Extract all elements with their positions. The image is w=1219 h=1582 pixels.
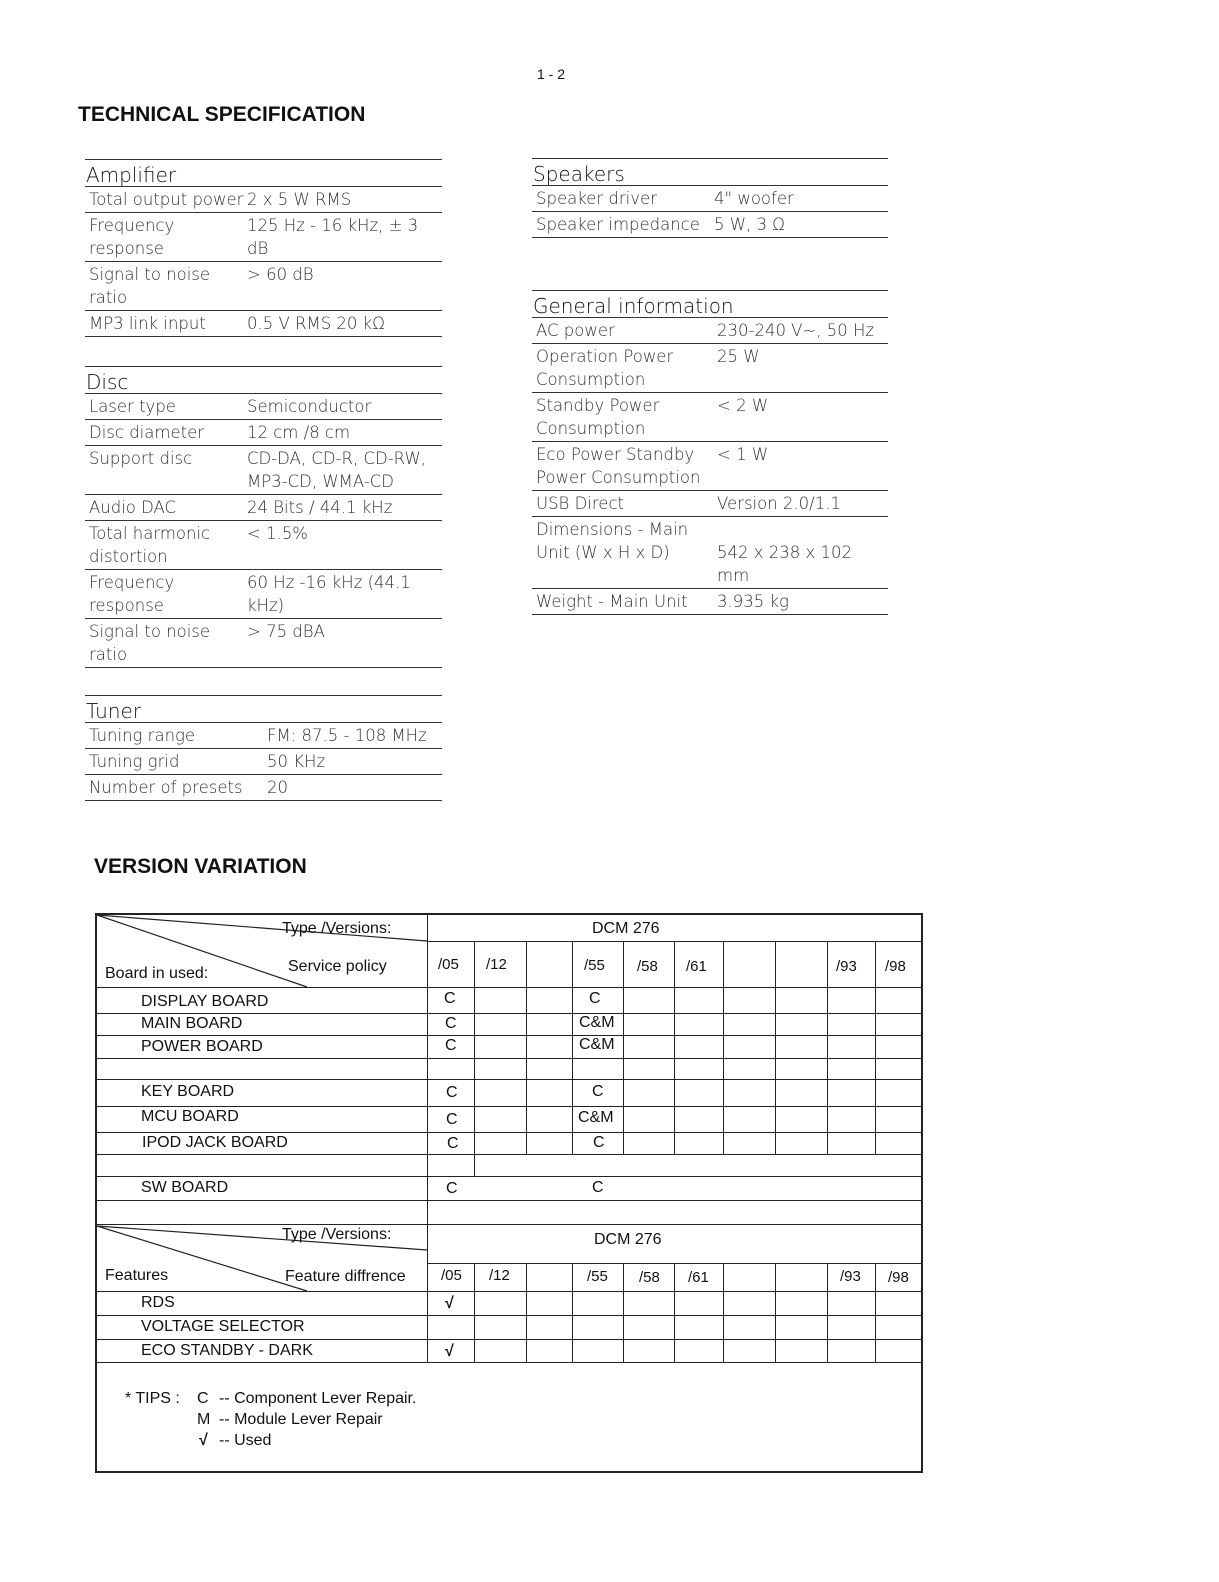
board-05: C xyxy=(446,1111,458,1128)
disc-table xyxy=(85,366,442,668)
model-label-2: DCM 276 xyxy=(594,1231,662,1248)
board-05: C xyxy=(445,1037,457,1054)
board-05: C xyxy=(447,1135,459,1152)
board-05: C xyxy=(446,1084,458,1101)
page-title: TECHNICAL SPECIFICATION xyxy=(78,103,366,126)
service-policy-label: Service policy xyxy=(288,958,387,975)
spec-row: Signal to noise ratio > 60 dB xyxy=(85,262,442,311)
spec-row: Signal to noise ratio > 75 dBA xyxy=(85,619,442,668)
version-12: /12 xyxy=(489,1267,510,1284)
feature-05: √ xyxy=(445,1343,454,1360)
spec-row: Eco Power Standby Power Consumption < 1 W xyxy=(532,442,888,491)
board-05: C xyxy=(445,1015,457,1032)
version-variation-title: VERSION VARIATION xyxy=(94,855,307,878)
spec-row: Speaker impedance 5 W, 3 Ω xyxy=(532,212,888,238)
spec-row: Standby Power Consumption < 2 W xyxy=(532,393,888,442)
spec-row: USB Direct Version 2.0/1.1 xyxy=(532,491,888,517)
spec-row: Support disc CD-DA, CD-R, CD-RW, MP3-CD, WMA-CD xyxy=(85,446,442,495)
version-05: /05 xyxy=(441,1267,462,1284)
version-61: /61 xyxy=(686,958,707,975)
page-number: 1 - 2 xyxy=(537,66,566,82)
tuner-title: Tuner xyxy=(85,695,442,723)
board-55: C&M xyxy=(579,1036,615,1053)
feature-name: VOLTAGE SELECTOR xyxy=(141,1318,305,1335)
amplifier-table xyxy=(85,159,442,337)
tip-text: -- Module Lever Repair xyxy=(219,1411,383,1428)
board-55: C xyxy=(592,1083,604,1100)
board-55: C xyxy=(593,1134,605,1151)
board-name: MAIN BOARD xyxy=(141,1015,243,1032)
version-12: /12 xyxy=(486,956,507,973)
speakers-table xyxy=(532,158,888,238)
version-05: /05 xyxy=(438,956,459,973)
tip-text: -- Component Lever Repair. xyxy=(219,1390,417,1407)
board-name: SW BOARD xyxy=(141,1179,229,1196)
feature-05: √ xyxy=(445,1295,454,1312)
board-name: MCU BOARD xyxy=(141,1108,239,1125)
version-55: /55 xyxy=(584,957,605,974)
board-55: C&M xyxy=(579,1014,615,1031)
general-title: General information xyxy=(532,290,888,318)
version-58: /58 xyxy=(639,1269,660,1286)
type-versions-label-2: Type /Versions: xyxy=(282,1226,392,1243)
spec-row: Audio DAC 24 Bits / 44.1 kHz xyxy=(85,495,442,521)
version-93: /93 xyxy=(836,958,857,975)
disc-title: Disc xyxy=(85,366,442,394)
board-in-used-label: Board in used: xyxy=(105,965,209,982)
spec-row: Frequency response 60 Hz -16 kHz (44.1 kHz) xyxy=(85,570,442,619)
board-name: KEY BOARD xyxy=(141,1083,235,1100)
spec-row: AC power 230-240 V~, 50 Hz xyxy=(532,318,888,344)
board-55: C xyxy=(592,1179,604,1196)
board-name: IPOD JACK BOARD xyxy=(142,1134,288,1151)
features-label: Features xyxy=(105,1267,169,1284)
spec-row: Operation Power Consumption 25 W xyxy=(532,344,888,393)
board-55: C&M xyxy=(578,1109,614,1126)
tip-symbol: M xyxy=(197,1411,211,1428)
version-98: /98 xyxy=(885,958,906,975)
feature-name: ECO STANDBY - DARK xyxy=(141,1342,313,1359)
spec-row: Total output power 2 x 5 W RMS xyxy=(85,187,442,213)
board-05: C xyxy=(446,1180,458,1197)
version-98: /98 xyxy=(888,1269,909,1286)
spec-row: MP3 link input 0.5 V RMS 20 kΩ xyxy=(85,311,442,337)
model-label: DCM 276 xyxy=(592,920,660,937)
feature-name: RDS xyxy=(141,1294,175,1311)
speakers-title: Speakers xyxy=(532,158,888,186)
tip-symbol: √ xyxy=(199,1432,208,1449)
spec-row: Speaker driver 4" woofer xyxy=(532,186,888,212)
amplifier-title: Amplifier xyxy=(85,159,442,187)
tip-symbol: C xyxy=(197,1390,209,1407)
feature-difference-label: Feature diffrence xyxy=(285,1268,406,1285)
board-name: DISPLAY BOARD xyxy=(141,993,269,1010)
spec-row: Dimensions - Main Unit (W x H x D) 542 x 238 x 102 mm xyxy=(532,517,888,589)
tuner-table xyxy=(85,695,442,801)
board-55: C xyxy=(589,990,601,1007)
version-61: /61 xyxy=(688,1269,709,1286)
version-58: /58 xyxy=(637,958,658,975)
spec-row: Number of presets 20 xyxy=(85,775,442,801)
spec-row: Laser type Semiconductor xyxy=(85,394,442,420)
version-93: /93 xyxy=(840,1268,861,1285)
spec-row: Weight - Main Unit 3.935 kg xyxy=(532,589,888,615)
board-05: C xyxy=(444,990,456,1007)
spec-row: Tuning range FM: 87.5 - 108 MHz xyxy=(85,723,442,749)
version-55: /55 xyxy=(587,1268,608,1285)
type-versions-label: Type /Versions: xyxy=(282,920,392,937)
spec-row: Frequency response 125 Hz - 16 kHz, ± 3 dB xyxy=(85,213,442,262)
spec-row: Total harmonic distortion < 1.5% xyxy=(85,521,442,570)
tips-label: * TIPS : xyxy=(125,1390,180,1407)
tip-text: -- Used xyxy=(219,1432,272,1449)
spec-row: Tuning grid 50 KHz xyxy=(85,749,442,775)
board-name: POWER BOARD xyxy=(141,1038,263,1055)
spec-row: Disc diameter 12 cm /8 cm xyxy=(85,420,442,446)
general-table xyxy=(532,290,888,615)
